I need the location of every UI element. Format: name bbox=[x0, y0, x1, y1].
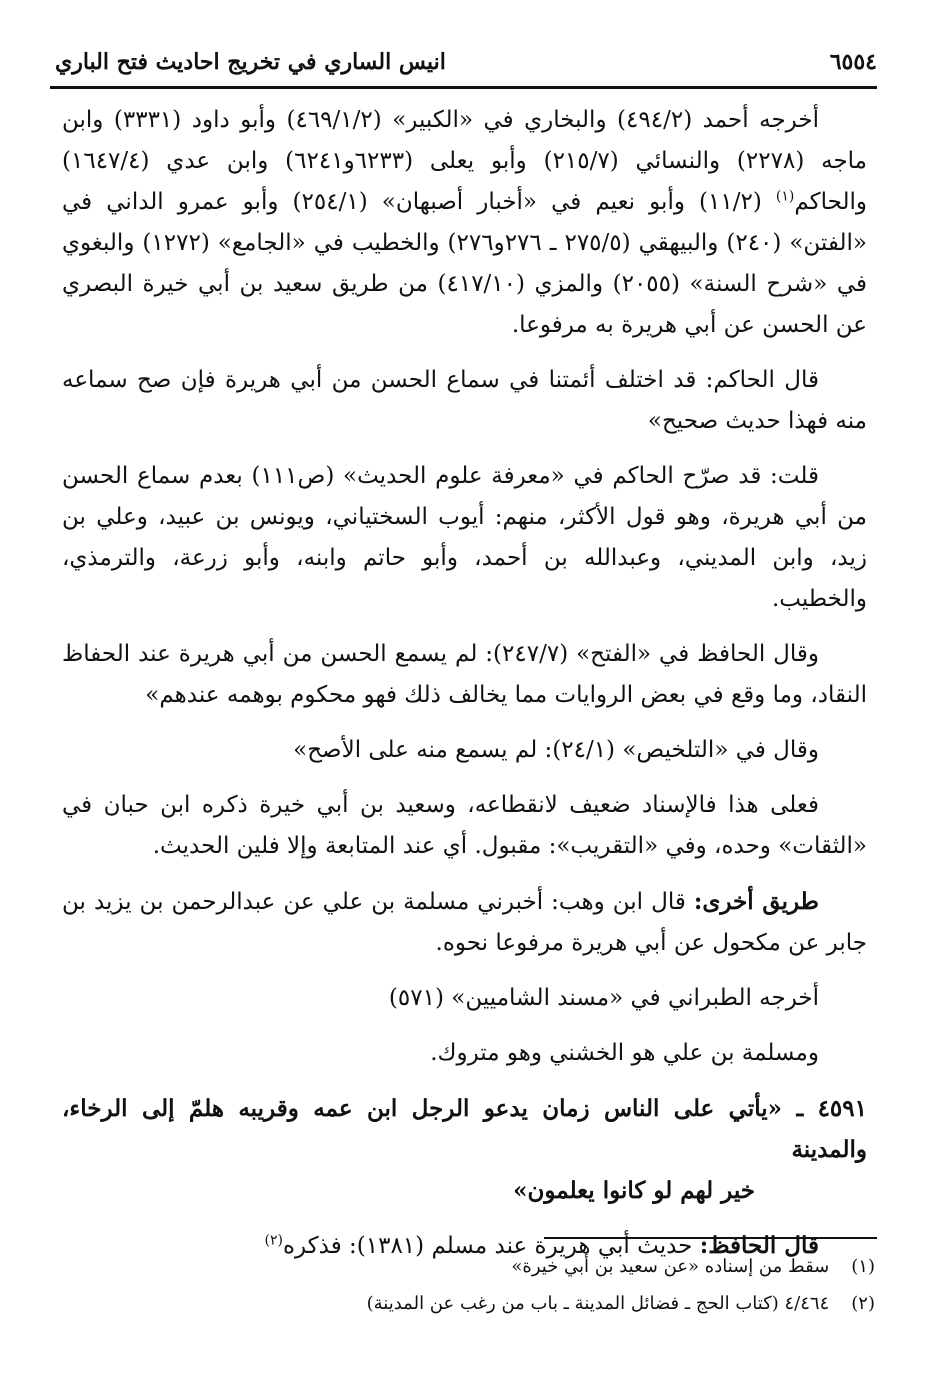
hafiz-text: حديث أبي هريرة عند مسلم (١٣٨١): فذكره bbox=[282, 1233, 700, 1259]
paragraph-text: أخرجه أحمد (٤٩٤/٢) والبخاري في «الكبير» (٤٦٩/١/٢) وأبو داود (٣٣٣١) وابن ماجه (٢٢٧٨) والنسائي (٢١٥/٧) وأبو يعلى (٦٢٣٣و٦٢٤١) وابن عدي (١٦٤٧/٤) والحاكم bbox=[62, 107, 867, 215]
hadith-number: ٤٥٩١ ـ bbox=[796, 1095, 867, 1122]
paragraph-takhrij bbox=[62, 100, 867, 346]
other-route-label: طريق أخرى: bbox=[693, 888, 819, 915]
page-header bbox=[55, 40, 877, 84]
footnote-text: ٤/٤٦٤ (كتاب الحج ـ فضائل المدينة ـ باب من رغب عن المدينة) bbox=[366, 1293, 830, 1314]
footnote-item bbox=[62, 1285, 875, 1322]
paragraph-qultu: قلت: قد صرّح الحاكم في «معرفة علوم الحديث» (ص١١١) بعدم سماع الحسن من أبي هريرة، وهو قول الأكثر، منهم: أيوب السختياني، ويونس بن عبيد، وعلي بن زيد، وابن المديني، وعبدالله بن أحمد، وأبو حاتم وابنه، وأبو زرعة، والترمذي، والخطيب. bbox=[62, 463, 867, 612]
paragraph-maslama: ومسلمة بن علي هو الخشني وهو متروك. bbox=[430, 1040, 819, 1066]
paragraph-talkhis: وقال في «التلخيص» (٢٤/١): لم يسمع منه على الأصح» bbox=[293, 737, 819, 763]
footnote-divider bbox=[544, 1237, 877, 1239]
main-text bbox=[62, 100, 867, 1281]
hadith-entry bbox=[62, 1088, 867, 1211]
footnote-number: (١) bbox=[851, 1256, 875, 1277]
paragraph-fath: وقال الحافظ في «الفتح» (٢٤٧/٧): لم يسمع الحسن من أبي هريرة عند الحفاظ النقاد، وما وقع في بعض الروايات مما يخالف ذلك فهو محكوم بوهمه عندهم» bbox=[62, 641, 867, 708]
footnote-ref-2: (٢) bbox=[264, 1232, 283, 1249]
paragraph-text: قال ابن وهب: أخبرني مسلمة بن علي عن عبدالرحمن بن يزيد بن جابر عن مكحول عن أبي هريرة مرفوعا نحوه. bbox=[62, 889, 867, 956]
hafiz-label: قال الحافظ: bbox=[699, 1232, 819, 1259]
paragraph-hakim: قال الحاكم: قد اختلف أئمتنا في سماع الحسن من أبي هريرة فإن صح سماعه منه فهذا حديث صحيح» bbox=[62, 367, 867, 434]
page-number: ٦٥٥٤ bbox=[829, 49, 877, 75]
footnote-text: سقط من إسناده «عن سعيد بن أبي خيرة» bbox=[511, 1256, 830, 1277]
header-divider bbox=[50, 86, 877, 89]
footnote-number: (٢) bbox=[851, 1293, 875, 1314]
paragraph-other-route bbox=[62, 881, 867, 964]
hadith-text-line2: خير لهم لو كانوا يعلمون» bbox=[513, 1177, 755, 1204]
footnote-item bbox=[62, 1248, 875, 1285]
footnotes bbox=[62, 1248, 875, 1322]
hadith-text-line1: «يأتي على الناس زمان يدعو الرجل ابن عمه وقريبه هلمّ إلى الرخاء، والمدينة bbox=[62, 1095, 867, 1163]
footnote-ref-1: (١) bbox=[775, 188, 795, 205]
paragraph-isnad: فعلى هذا فالإسناد ضعيف لانقطاعه، وسعيد بن أبي خيرة ذكره ابن حبان في «الثقات» وحده، وفي «التقريب»: مقبول. أي عند المتابعة وإلا فلين الحديث. bbox=[62, 792, 867, 859]
paragraph-text-cont: (١١/٢) وأبو نعيم في «أخبار أصبهان» (٢٥٤/١) وأبو عمرو الداني في «الفتن» (٢٤٠) والبيهقي (٢٧٥/٥ ـ ٢٧٦و٢٧٦) والخطيب في «الجامع» (١٢٧٢) والبغوي في «شرح السنة» (٢٠٥٥) والمزي (٤١٧/١٠) من طريق سعيد بن أبي خيرة البصري عن الحسن عن أبي هريرة به مرفوعا. bbox=[62, 189, 867, 338]
paragraph-tabarani: أخرجه الطبراني في «مسند الشاميين» (٥٧١) bbox=[388, 985, 819, 1011]
book-title: انيس الساري في تخريج احاديث فتح الباري bbox=[55, 49, 446, 75]
